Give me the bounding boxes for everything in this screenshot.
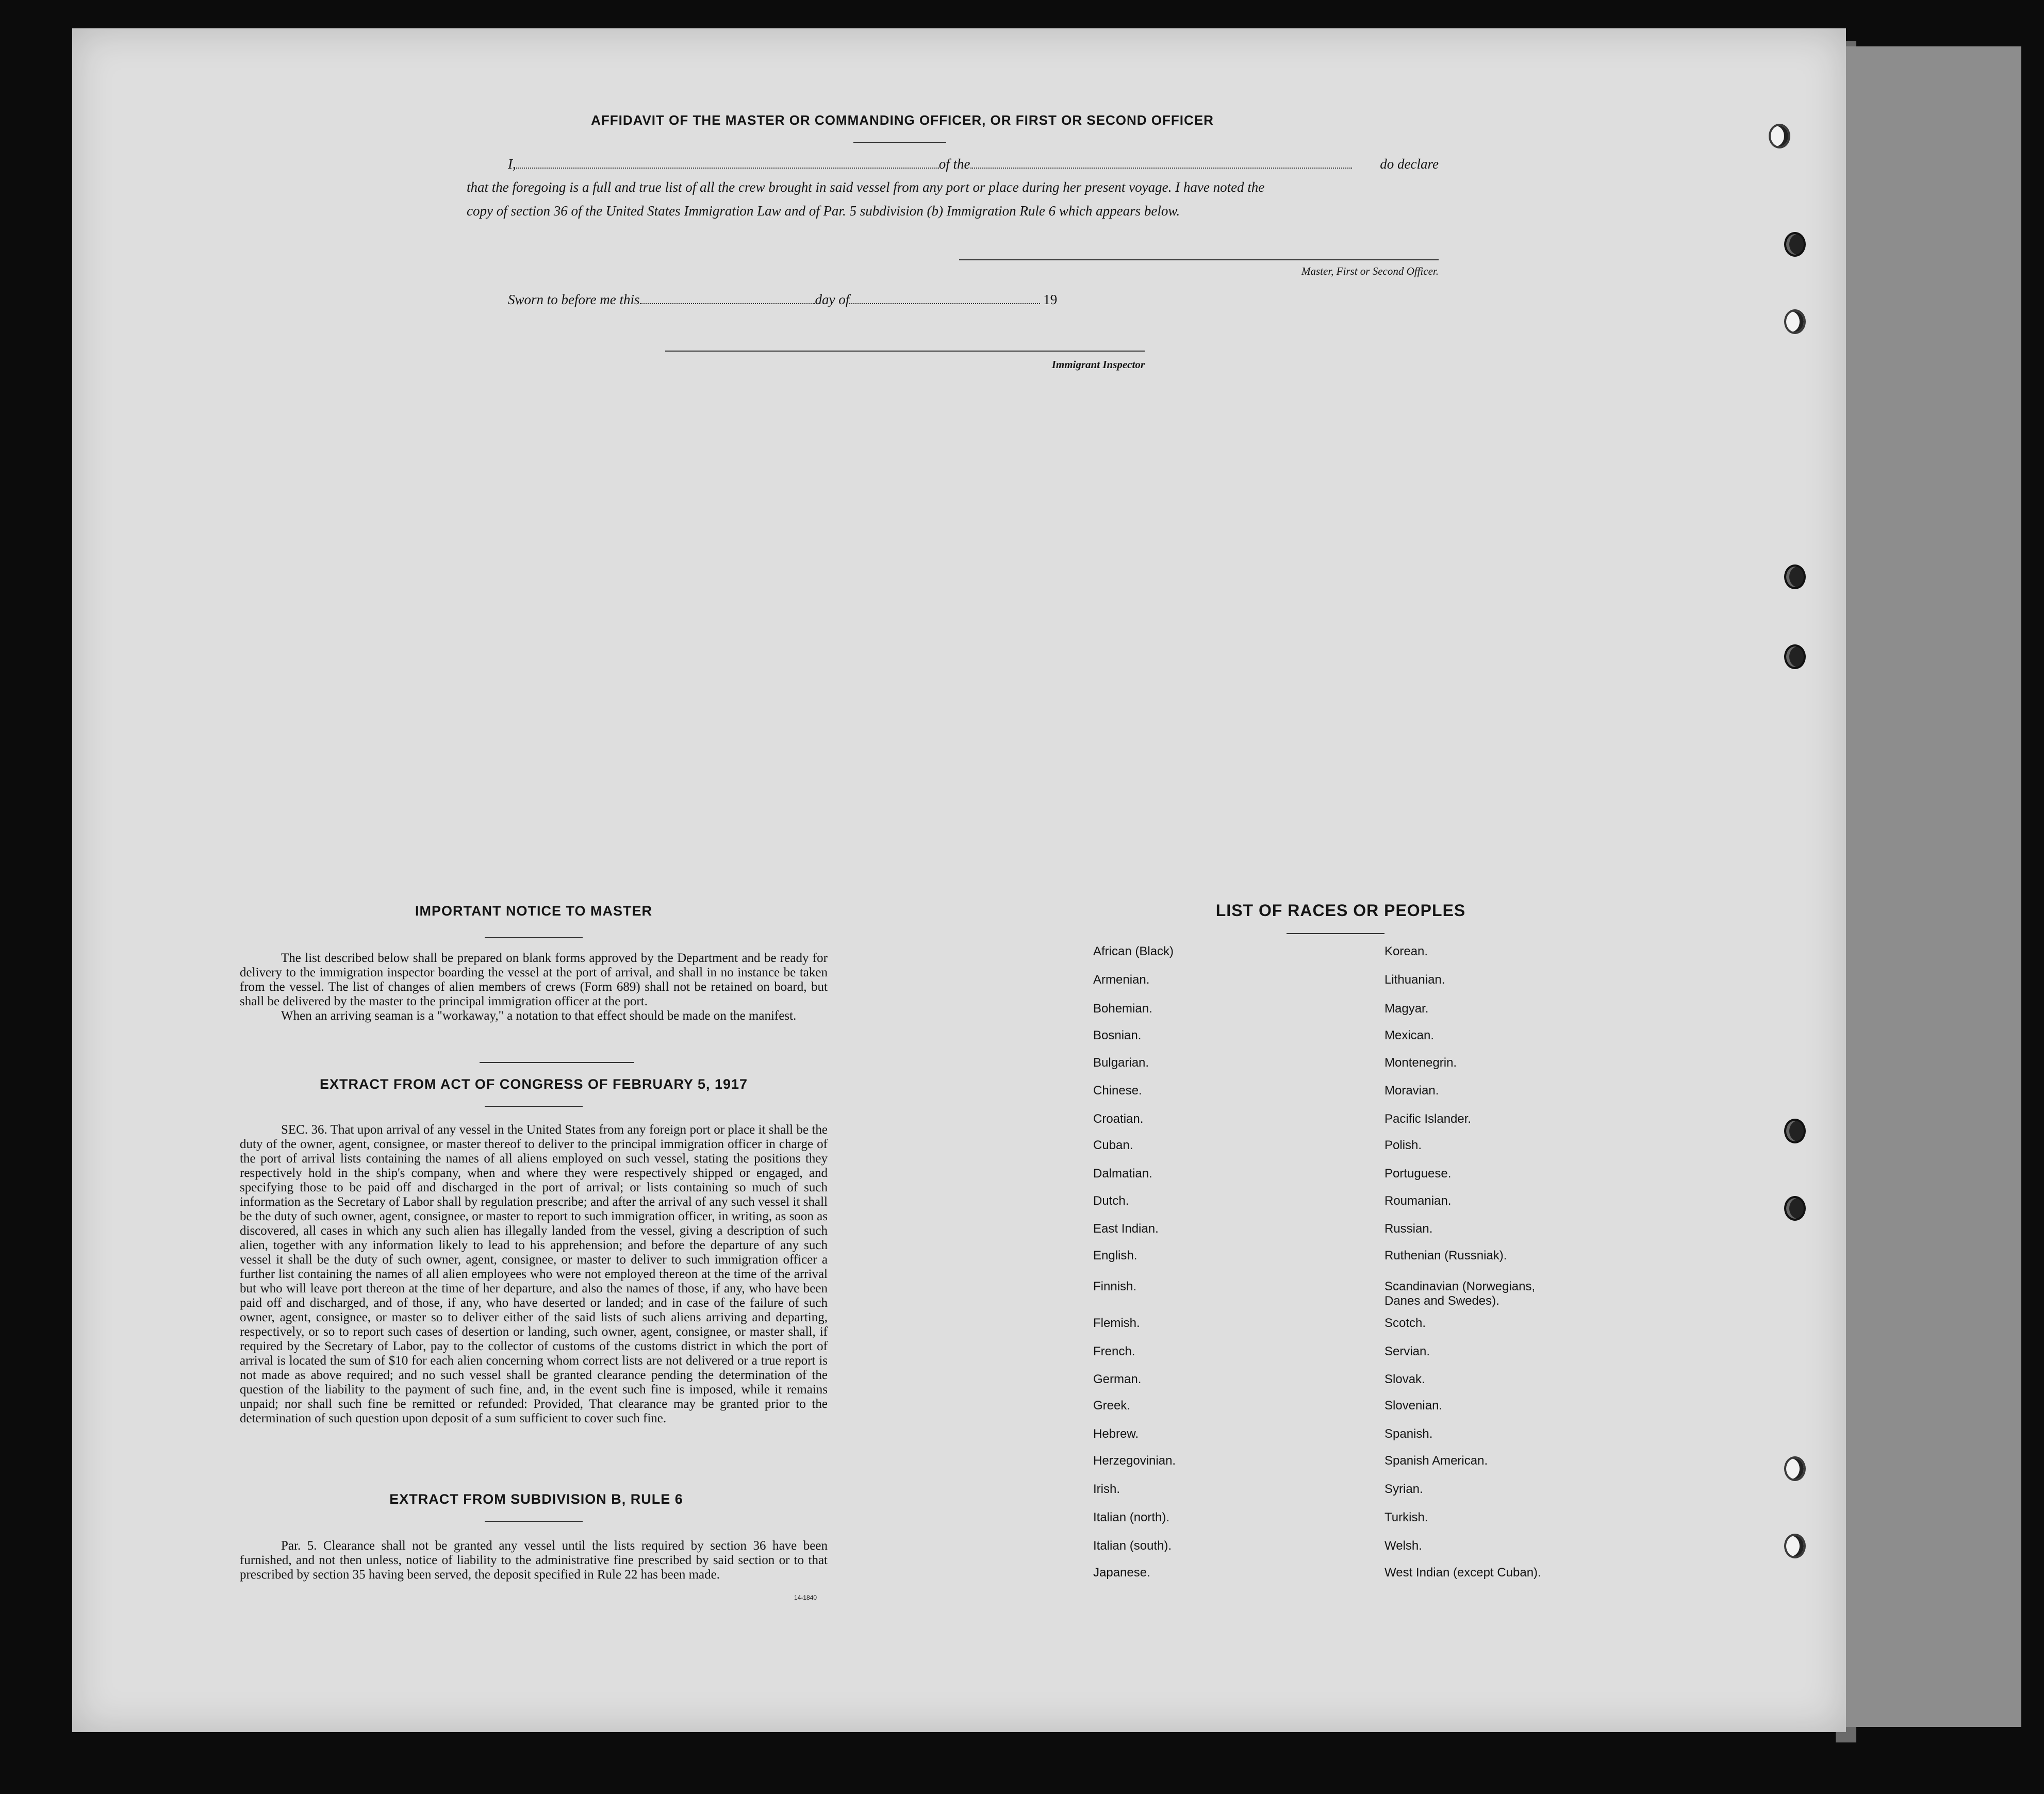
signature-label: Master, First or Second Officer.	[1301, 265, 1439, 277]
binder-hole	[1784, 1119, 1806, 1143]
notice-end-divider	[480, 1062, 634, 1063]
race-entry: Korean.	[1384, 944, 1428, 958]
race-entry: Croatian.	[1093, 1112, 1144, 1126]
affidavit-do-declare: do declare	[1380, 156, 1439, 172]
form-page	[72, 28, 1846, 1732]
binder-hole	[1784, 1456, 1806, 1481]
race-entry: Dalmatian.	[1093, 1167, 1152, 1181]
race-entry: Italian (north).	[1093, 1510, 1170, 1524]
race-entry: Polish.	[1384, 1138, 1422, 1152]
race-entry: Slovak.	[1384, 1372, 1425, 1386]
race-entry: Hebrew.	[1093, 1427, 1139, 1441]
section-36-text: SEC. 36. That upon arrival of any vessel in the United States from any foreign port or place it shall be the duty of the owner, agent, consignee, or master thereof to deliver to the principal immigration officer in charge of the port of arrival lists containing the names of all aliens employed on such vessel, stating the positions they respectively hold in the ship's company, when and where they were respectively shipped or engaged, and specifying those to be paid off and discharged in the port of arrival; or lists containing so much of such information as the Secretary of Labor shall by regulation prescribe; and after the arrival of any such vessel it shall be the duty of such owner, agent, consignee, or master to report to such immigration officer, in writing, as soon as discovered, all cases in which any such alien has illegally landed from the vessel, giving a description of such alien, together with any information likely to lead to his apprehension; and before the departure of any such vessel it shall be the duty of such owner, agent, consignee, or master to deliver to such immigration officer a further list containing the names of all alien employees who were not employed thereon at the time of the arrival but who will leave port thereon at the time of her departure, and also the names of those, if any, who have been paid off and discharged, and of those, if any, who have deserted or landed; and in case of the failure of such owner, agent, consignee, or master so to deliver either of the said lists of such aliens arriving and departing, respectively, or so to report such cases of desertion or landing, such owner, agent, consignee, or master shall, if required by the Secretary of Labor, pay to the collector of customs of the customs district in which the port of arrival is located the sum of $10 for each alien concerning whom correct lists are not delivered or a true report is not made as above required; and no such vessel shall be granted clearance pending the determination of the question of the liability to the payment of such fine, and, in the event such fine is imposed, while it remains unpaid; nor shall such fine be remitted or refunded: Provided, That clearance may be granted prior to the determination of such question upon deposit of a sum sufficient to cover such fine.	[240, 1123, 828, 1425]
race-entry: Irish.	[1093, 1482, 1120, 1496]
year-prefix: 19	[1043, 292, 1058, 307]
race-entry: Montenegrin.	[1384, 1056, 1457, 1070]
inspector-signature-line[interactable]	[665, 351, 1145, 352]
race-entry: Bulgarian.	[1093, 1056, 1149, 1070]
race-entry: Pacific Islander.	[1384, 1112, 1472, 1126]
affidavit-line-3: copy of section 36 of the United States Immigration Law and of Par. 5 subdivision (b) Immigration Rule 6 which appears below.	[467, 203, 1180, 219]
race-entry: Cuban.	[1093, 1138, 1133, 1152]
race-entry: Greek.	[1093, 1399, 1131, 1413]
binder-hole	[1784, 564, 1806, 589]
race-entry: Spanish.	[1384, 1427, 1433, 1441]
binder-hole	[1784, 232, 1806, 257]
form-number: 14-1840	[794, 1594, 817, 1601]
race-entry: Moravian.	[1384, 1084, 1439, 1098]
race-entry: Bohemian.	[1093, 1002, 1152, 1016]
notice-divider	[485, 937, 583, 938]
race-entry: Flemish.	[1093, 1316, 1140, 1330]
race-entry: Ruthenian (Russniak).	[1384, 1249, 1507, 1263]
race-entry: West Indian (except Cuban).	[1384, 1566, 1541, 1580]
title-divider	[853, 142, 946, 143]
race-entry: Scotch.	[1384, 1316, 1426, 1330]
races-divider	[1287, 933, 1384, 934]
affidavit-of-the: of the	[938, 156, 970, 172]
act-extract-title: EXTRACT FROM ACT OF CONGRESS OF FEBRUARY 5, 1917	[319, 1076, 748, 1092]
race-entry: Chinese.	[1093, 1084, 1142, 1098]
races-title: LIST OF RACES OR PEOPLES	[1215, 901, 1466, 920]
race-entry: Armenian.	[1093, 973, 1150, 987]
race-entry: Portuguese.	[1384, 1167, 1452, 1181]
race-entry: French.	[1093, 1344, 1135, 1358]
inspector-label: Immigrant Inspector	[1051, 358, 1145, 371]
notice-paragraph: When an arriving seaman is a "workaway," a notation to that effect should be made on the manifest.	[281, 1009, 797, 1023]
binder-hole	[1784, 1534, 1806, 1558]
binder-hole	[1784, 644, 1806, 669]
race-entry: Herzegovinian.	[1093, 1454, 1176, 1468]
race-entry: Magyar.	[1384, 1002, 1429, 1016]
affidavit-title: AFFIDAVIT OF THE MASTER OR COMMANDING OFFICER, OR FIRST OR SECOND OFFICER	[591, 112, 1214, 128]
notice-title: IMPORTANT NOTICE TO MASTER	[415, 903, 652, 919]
notice-paragraph: The list described below shall be prepared on blank forms approved by the Department and be ready for delivery to the immigration inspector boarding the vessel at the port of arrival, and shall in no instance be taken from the vessel. The list of changes of alien members of crews (Form 689) shall not be retained on board, but shall be delivered by the master to the principal immigration officer at the port.	[240, 951, 828, 1008]
sworn-line	[508, 292, 1178, 308]
race-entry: Spanish American.	[1384, 1454, 1488, 1468]
race-entry: Scandinavian (Norwegians, Danes and Swedes).	[1384, 1280, 1536, 1308]
rule-divider	[485, 1521, 583, 1522]
race-entry: Bosnian.	[1093, 1028, 1142, 1042]
race-entry: Welsh.	[1384, 1539, 1422, 1553]
race-entry: African (Black)	[1093, 944, 1174, 958]
act-extract-body	[240, 1123, 828, 1426]
rule-extract-title: EXTRACT FROM SUBDIVISION B, RULE 6	[389, 1491, 683, 1507]
sworn-label: Sworn to before me this	[508, 292, 640, 307]
notice-body	[240, 951, 828, 1023]
race-entry: German.	[1093, 1372, 1142, 1386]
race-entry: Italian (south).	[1093, 1539, 1172, 1553]
race-entry: Japanese.	[1093, 1566, 1150, 1580]
day-blank[interactable]	[640, 293, 815, 304]
race-entry: Mexican.	[1384, 1028, 1435, 1042]
back-sheet	[1846, 46, 2021, 1727]
month-blank[interactable]	[849, 293, 1040, 304]
race-entry: Turkish.	[1384, 1510, 1428, 1524]
signature-line[interactable]	[959, 259, 1439, 260]
binder-hole	[1769, 124, 1790, 148]
race-entry: Roumanian.	[1384, 1194, 1452, 1208]
race-entry: East Indian.	[1093, 1222, 1159, 1236]
day-of-label: day of	[815, 292, 850, 307]
affidavit-line-1	[508, 156, 1439, 172]
race-entry: Slovenian.	[1384, 1399, 1443, 1413]
race-entry: Servian.	[1384, 1344, 1430, 1358]
binder-hole	[1784, 1196, 1806, 1221]
binder-hole	[1784, 309, 1806, 334]
race-entry: Syrian.	[1384, 1482, 1423, 1496]
affidavit-i: I,	[508, 156, 516, 172]
vessel-blank[interactable]	[970, 157, 1352, 169]
affidavit-line-2: that the foregoing is a full and true list of all the crew brought in said vessel from any port or place during her present voyage. I have noted the	[467, 179, 1265, 195]
race-entry: Dutch.	[1093, 1194, 1129, 1208]
race-entry: Russian.	[1384, 1222, 1433, 1236]
name-blank[interactable]	[516, 157, 939, 169]
race-entry: Lithuanian.	[1384, 973, 1445, 987]
rule-extract-body	[240, 1539, 828, 1582]
par-5-text: Par. 5. Clearance shall not be granted any vessel until the lists required by section 36 have been furnished, and not then unless, notice of liability to the administrative fine prescribed by said section or to that prescribed by section 35 having been served, the deposit specified in Rule 22 has been made.	[240, 1539, 828, 1582]
race-entry: English.	[1093, 1249, 1138, 1263]
race-entry: Finnish.	[1093, 1280, 1137, 1293]
act-divider	[485, 1106, 583, 1107]
